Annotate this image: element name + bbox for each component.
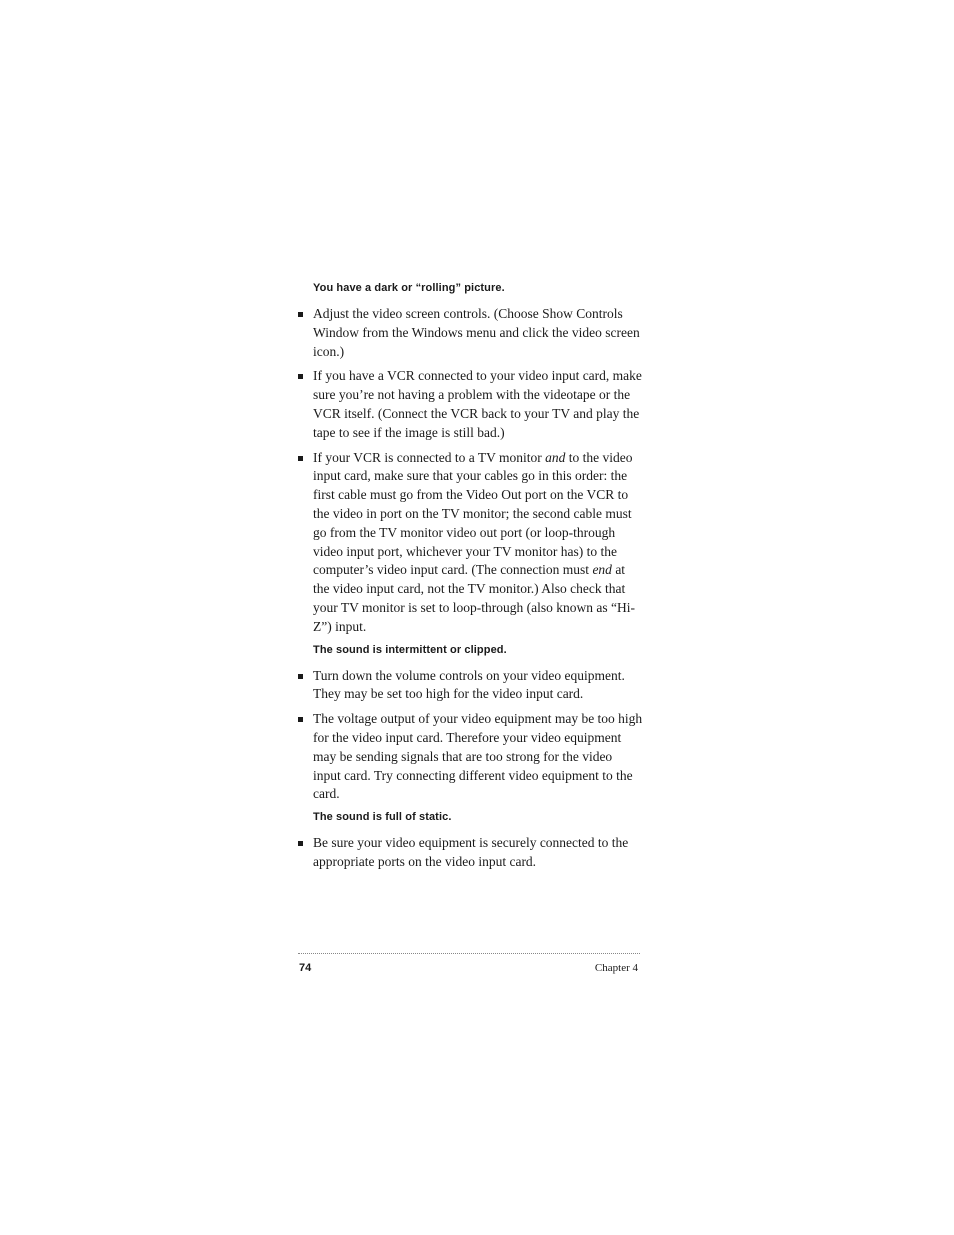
list-item [313, 834, 643, 872]
list-item-text: to the video input card, make sure that your cables go in this order: the first cable must go from the Video Out port on the VCR to the video in port on the TV monitor; the second cable must go from the TV monitor video out port (or loop-through video input port, whichever your TV monitor has) to the computer’s video input card. (The connection must [313, 449, 633, 578]
list-item-text: If your VCR is connected to a TV monitor [313, 449, 546, 465]
square-bullet-icon [298, 674, 303, 679]
section-heading: The sound is full of static. [313, 811, 452, 824]
page-content [313, 281, 643, 878]
bullet-list [313, 305, 643, 637]
list-item [313, 305, 643, 361]
section-sound-static [313, 810, 643, 872]
bullet-list [313, 667, 643, 805]
list-item [313, 367, 643, 442]
emphasis-text: and [545, 449, 566, 465]
chapter-label: Chapter 4 [594, 962, 638, 974]
emphasis-text: end [592, 562, 612, 578]
list-item-text: Adjust the video screen controls. (Choose Show Controls Window from the Windows menu and click the video screen icon.) [313, 306, 640, 359]
section-sound-clipped [313, 643, 643, 805]
section-dark-picture [313, 281, 643, 637]
square-bullet-icon [298, 312, 303, 317]
section-heading: You have a dark or “rolling” picture. [313, 282, 505, 294]
footer-divider [298, 953, 640, 954]
list-item [313, 449, 643, 637]
square-bullet-icon [298, 374, 303, 379]
section-heading: The sound is intermittent or clipped. [313, 643, 507, 656]
list-item [313, 710, 643, 804]
list-item-text: Turn down the volume controls on your video equipment. They may be set too high for the video input card. [313, 667, 625, 702]
bullet-list [313, 834, 643, 872]
list-item-text: The voltage output of your video equipment may be too high for the video input card. Therefore your video equipment may be sending signals that are too strong for the video input card. Try connecting different video equipment to the card. [313, 711, 643, 802]
list-item-text: If you have a VCR connected to your video input card, make sure you’re not having a problem with the videotape or the VCR itself. (Connect the VCR back to your TV and play the tape to see if the image is still bad.) [313, 368, 642, 440]
list-item-text: at the video input card, not the TV monitor.) Also check that your TV monitor is set to loop-through (also known as “Hi-Z”) input. [313, 562, 635, 634]
square-bullet-icon [298, 456, 303, 461]
square-bullet-icon [298, 717, 303, 722]
square-bullet-icon [298, 841, 303, 846]
list-item-text: Be sure your video equipment is securely connected to the appropriate ports on the video input card. [313, 835, 629, 869]
list-item [313, 667, 643, 705]
page-number: 74 [299, 962, 312, 974]
